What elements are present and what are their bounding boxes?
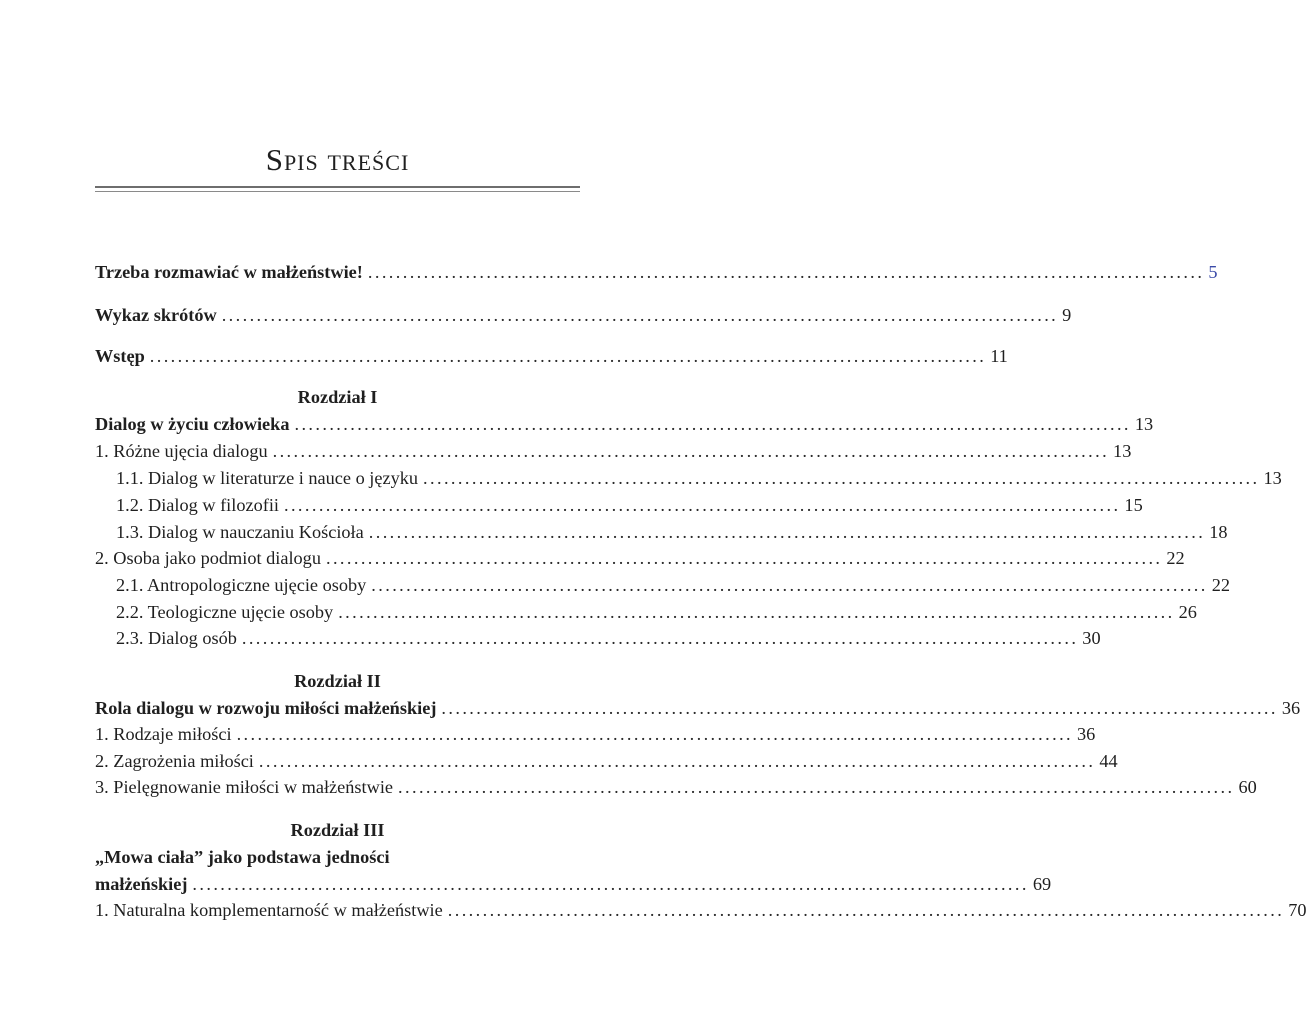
toc-entry-label: Wstęp <box>95 346 145 366</box>
dot-leader: ........................................................................................................................ <box>338 602 1175 622</box>
toc-entry-page: 18 <box>1209 522 1228 542</box>
toc-entry-page: 30 <box>1082 628 1101 648</box>
dot-leader: ........................................................................................................................ <box>221 305 1059 325</box>
chapter-title-2[interactable] <box>95 695 1301 721</box>
dot-leader: ........................................................................................................................ <box>241 628 1079 648</box>
toc-entry-label: 2.3. Dialog osób <box>116 628 237 648</box>
toc-entry-label: Dialog w życiu człowieka <box>95 414 290 434</box>
toc-entry-label: 1. Naturalna komplementarność w małżeństwie <box>95 900 443 920</box>
toc-entry[interactable] <box>95 897 1306 923</box>
toc-entry-label: 1.3. Dialog w nauczaniu Kościoła <box>116 522 364 542</box>
toc-entry-label: 1.2. Dialog w filozofii <box>116 495 279 515</box>
toc-entry[interactable] <box>95 438 1132 464</box>
toc-entry-page: 15 <box>1124 495 1143 515</box>
toc-entry[interactable] <box>116 519 1228 545</box>
dot-leader: ........................................................................................................................ <box>371 575 1208 595</box>
dot-leader: ........................................................................................................................ <box>294 414 1131 434</box>
toc-entry-label: Trzeba rozmawiać w małżeństwie! <box>95 262 363 282</box>
dot-leader: ........................................................................................................................ <box>272 441 1110 461</box>
toc-entry-page: 70 <box>1288 900 1306 920</box>
toc-entry-label: 1.1. Dialog w literaturze i nauce o języku <box>116 468 419 488</box>
toc-entry-page: 11 <box>990 346 1008 366</box>
toc-entry-page: 69 <box>1032 874 1052 894</box>
toc-entry[interactable] <box>95 774 1257 800</box>
page-title: Spis treści <box>265 142 410 177</box>
toc-entry-page: 44 <box>1099 751 1118 771</box>
chapter-title-1[interactable] <box>95 411 1154 437</box>
toc-entry-page: 13 <box>1134 414 1154 434</box>
dot-leader: ........................................................................................................................ <box>423 468 1260 488</box>
toc-entry-page: 22 <box>1166 548 1185 568</box>
toc-entry-page: 36 <box>1281 698 1301 718</box>
chapter-title-3-line1[interactable]: „Mowa ciała” jako podstawa jedności <box>95 847 390 867</box>
dot-leader: ........................................................................................................................ <box>236 724 1074 744</box>
dot-leader: ........................................................................................................................ <box>367 262 1205 282</box>
toc-entry-label: 1. Rodzaje miłości <box>95 724 232 744</box>
dot-leader: ........................................................................................................................ <box>398 777 1235 797</box>
toc-entry-page: 13 <box>1263 468 1282 488</box>
dot-leader: ........................................................................................................................ <box>149 346 987 366</box>
toc-entry-page: 36 <box>1077 724 1096 744</box>
dot-leader: ........................................................................................................................ <box>447 900 1285 920</box>
toc-entry-page: 5 <box>1208 262 1218 282</box>
toc-entry-label: 2. Zagrożenia miłości <box>95 751 254 771</box>
dot-leader: ........................................................................................................................ <box>441 698 1278 718</box>
dot-leader: ........................................................................................................................ <box>258 751 1096 771</box>
toc-entry-page: 60 <box>1238 777 1257 797</box>
dot-leader: ........................................................................................................................ <box>192 874 1029 894</box>
toc-entry[interactable] <box>95 721 1096 747</box>
toc-entry[interactable] <box>95 545 1185 571</box>
toc-entry-page: 22 <box>1211 575 1231 595</box>
toc-entry-label: 1. Różne ujęcia dialogu <box>95 441 268 461</box>
toc-entry-label: Rola dialogu w rozwoju miłości małżeńskiej <box>95 698 437 718</box>
toc-entry[interactable] <box>116 465 1282 491</box>
toc-entry-page: 26 <box>1178 602 1197 622</box>
toc-entry-foreword[interactable] <box>95 259 1218 285</box>
toc-entry-introduction[interactable] <box>95 343 1008 369</box>
toc-entry[interactable] <box>116 625 1101 651</box>
toc-entry-page: 9 <box>1062 305 1072 325</box>
table-of-contents <box>95 0 1306 1024</box>
chapter-heading-1: Rozdział I <box>297 387 378 407</box>
chapter-heading-2: Rozdział II <box>294 671 381 691</box>
dot-leader: ........................................................................................................................ <box>325 548 1163 568</box>
toc-entry-page: 13 <box>1113 441 1132 461</box>
toc-entry-label: 2.1. Antropologiczne ujęcie osoby <box>116 575 367 595</box>
dot-leader: ........................................................................................................................ <box>283 495 1121 515</box>
toc-entry-abbreviations[interactable] <box>95 302 1072 328</box>
dot-leader: ........................................................................................................................ <box>368 522 1206 542</box>
toc-entry[interactable] <box>116 492 1143 518</box>
chapter-heading-3: Rozdział III <box>290 820 385 840</box>
toc-entry-label: 3. Pielęgnowanie miłości w małżeństwie <box>95 777 394 797</box>
toc-entry[interactable] <box>116 572 1231 598</box>
toc-entry-label: 2.2. Teologiczne ujęcie osoby <box>116 602 334 622</box>
toc-entry-label: Wykaz skrótów <box>95 305 217 325</box>
toc-entry[interactable] <box>95 748 1118 774</box>
toc-entry-label: małżeńskiej <box>95 874 188 894</box>
chapter-title-3[interactable] <box>95 871 1052 897</box>
toc-entry[interactable] <box>116 599 1197 625</box>
toc-entry-label: 2. Osoba jako podmiot dialogu <box>95 548 321 568</box>
